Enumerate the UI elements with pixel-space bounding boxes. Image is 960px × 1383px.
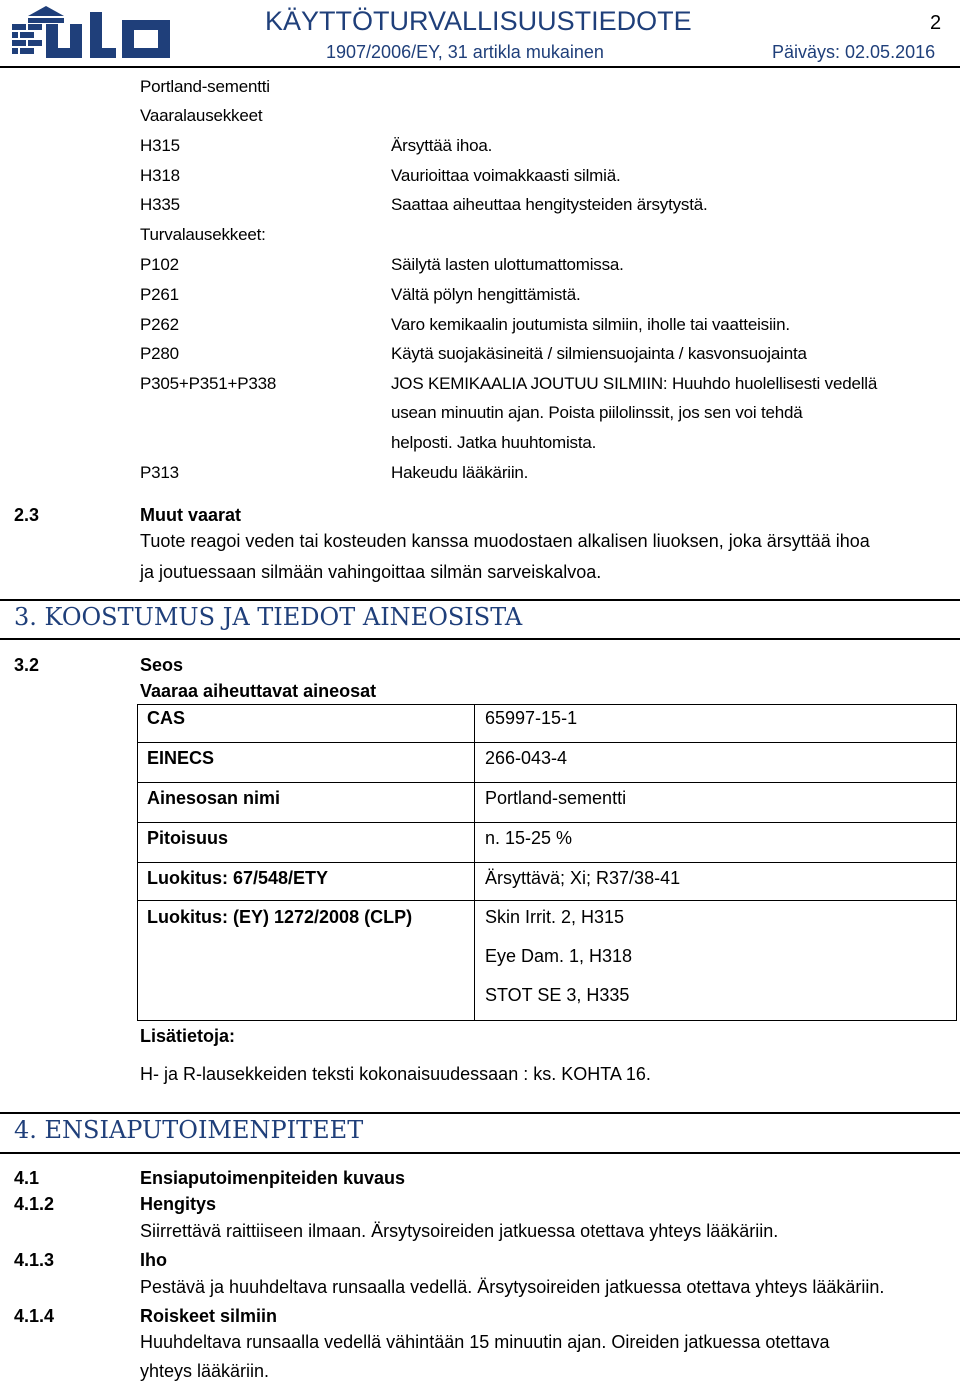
regulation-subtitle: 1907/2006/EY, 31 artikla mukainen xyxy=(326,42,604,62)
table-cell-value: 65997-15-1 xyxy=(485,708,578,728)
document-date: Päiväys: 02.05.2016 xyxy=(772,42,936,62)
table-row-divider xyxy=(137,862,957,863)
precaution-text-line: usean minuutin ajan. Poista piilolinssit, jos sen voi tehdä xyxy=(391,403,803,422)
company-logo xyxy=(10,6,176,62)
section-4-item-text: Pestävä ja huuhdeltava runsaalla vedellä. Ärsytysoireiden jatkuessa otettava yhteys lääkäriin. xyxy=(140,1277,885,1297)
section-4-item-title: Ensiaputoimenpiteiden kuvaus xyxy=(140,1168,406,1188)
precaution-code: P261 xyxy=(140,285,179,304)
table-cell-label: CAS xyxy=(147,708,186,728)
section-3-heading: 3. KOOSTUMUS JA TIEDOT AINEOSISTA xyxy=(14,603,523,631)
table-cell-label: EINECS xyxy=(147,748,215,768)
section-3-top-rule xyxy=(0,599,960,601)
table-cell-label: Pitoisuus xyxy=(147,828,229,848)
table-cell-value: Skin Irrit. 2, H315 xyxy=(485,907,625,927)
section-4-item-title: Roiskeet silmiin xyxy=(140,1306,278,1326)
section-3-2-title: Seos xyxy=(140,655,184,675)
section-2-3-number: 2.3 xyxy=(14,505,40,525)
precaution-text: Hakeudu lääkäriin. xyxy=(391,463,529,482)
section-4-heading: 4. ENSIAPUTOIMENPITEET xyxy=(14,1116,364,1144)
precaution-code: P305+P351+P338 xyxy=(140,374,277,393)
table-border-bottom xyxy=(137,1020,957,1021)
precaution-code: P262 xyxy=(140,315,179,334)
substance-name: Portland-sementti xyxy=(140,77,270,96)
hazard-code: H315 xyxy=(140,136,180,155)
hazard-code: H335 xyxy=(140,195,180,214)
section-4-item-number: 4.1.2 xyxy=(14,1194,55,1214)
section-4-item-number: 4.1.4 xyxy=(14,1306,55,1326)
section-4-item-text: Siirrettävä raittiiseen ilmaan. Ärsytysoireiden jatkuessa otettava yhteys lääkäriin. xyxy=(140,1221,779,1241)
header-divider xyxy=(0,66,960,68)
table-cell-label: Luokitus: (EY) 1272/2008 (CLP) xyxy=(147,907,413,927)
ingredients-table-title: Vaaraa aiheuttavat aineosat xyxy=(140,681,377,701)
table-row-divider xyxy=(137,822,957,823)
section-4-item-number: 4.1.3 xyxy=(14,1250,55,1270)
section-2-3-title: Muut vaarat xyxy=(140,505,242,525)
hazard-text: Vaurioittaa voimakkaasti silmiä. xyxy=(391,166,621,185)
table-border-top xyxy=(137,704,957,705)
section-4-item-title: Hengitys xyxy=(140,1194,217,1214)
precaution-code: P313 xyxy=(140,463,179,482)
section-2-3-line: ja joutuessaan silmään vahingoittaa silmän sarveiskalvoa. xyxy=(140,562,602,582)
table-row-divider xyxy=(137,900,957,901)
table-cell-value: Portland-sementti xyxy=(485,788,627,808)
hazard-text: Ärsyttää ihoa. xyxy=(391,136,493,155)
precaution-text: Säilytä lasten ulottumattomissa. xyxy=(391,255,624,274)
document-title: KÄYTTÖTURVALLISUUSTIEDOTE xyxy=(265,6,692,36)
additional-info-note: H- ja R-lausekkeiden teksti kokonaisuudessaan : ks. KOHTA 16. xyxy=(140,1064,651,1084)
table-cell-value: n. 15-25 % xyxy=(485,828,573,848)
hazard-heading: Vaaralausekkeet xyxy=(140,106,263,125)
section-4-item-text: Huuhdeltava runsaalla vedellä vähintään 15 minuutin ajan. Oireiden jatkuessa otettava xyxy=(140,1332,830,1352)
table-cell-value: STOT SE 3, H335 xyxy=(485,985,630,1005)
table-cell-value: Ärsyttävä; Xi; R37/38-41 xyxy=(485,868,681,888)
table-row-divider xyxy=(137,782,957,783)
precaution-text: Vältä pölyn hengittämistä. xyxy=(391,285,581,304)
section-4-top-rule xyxy=(0,1112,960,1114)
section-4-item-number: 4.1 xyxy=(14,1168,40,1188)
additional-info-label: Lisätietoja: xyxy=(140,1026,236,1046)
precaution-code: P102 xyxy=(140,255,179,274)
precaution-text-line: JOS KEMIKAALIA JOUTUU SILMIIN: Huuhdo huolellisesti vedellä xyxy=(391,374,878,393)
hazard-code: H318 xyxy=(140,166,180,185)
precaution-text-line: helposti. Jatka huuhtomista. xyxy=(391,433,597,452)
section-3-2-number: 3.2 xyxy=(14,655,40,675)
table-cell-value: Eye Dam. 1, H318 xyxy=(485,946,633,966)
table-cell-label: Ainesosan nimi xyxy=(147,788,281,808)
section-2-3-line: Tuote reagoi veden tai kosteuden kanssa muodostaen alkalisen liuoksen, joka ärsyttää ihoa xyxy=(140,531,870,551)
table-row-divider xyxy=(137,742,957,743)
section-4-bottom-rule xyxy=(0,1152,960,1154)
hazard-text: Saattaa aiheuttaa hengitysteiden ärsytystä. xyxy=(391,195,708,214)
precaution-heading: Turvalausekkeet: xyxy=(140,225,266,244)
precaution-text: Käytä suojakäsineitä / silmiensuojainta / kasvonsuojainta xyxy=(391,344,807,363)
page-number: 2 xyxy=(930,12,942,34)
precaution-code: P280 xyxy=(140,344,179,363)
section-3-bottom-rule xyxy=(0,638,960,640)
table-cell-label: Luokitus: 67/548/ETY xyxy=(147,868,329,888)
section-4-item-text: yhteys lääkäriin. xyxy=(140,1361,270,1381)
section-4-item-title: Iho xyxy=(140,1250,167,1270)
precaution-text: Varo kemikaalin joutumista silmiin, iholle tai vaatteisiin. xyxy=(391,315,790,334)
table-cell-value: 266-043-4 xyxy=(485,748,568,768)
